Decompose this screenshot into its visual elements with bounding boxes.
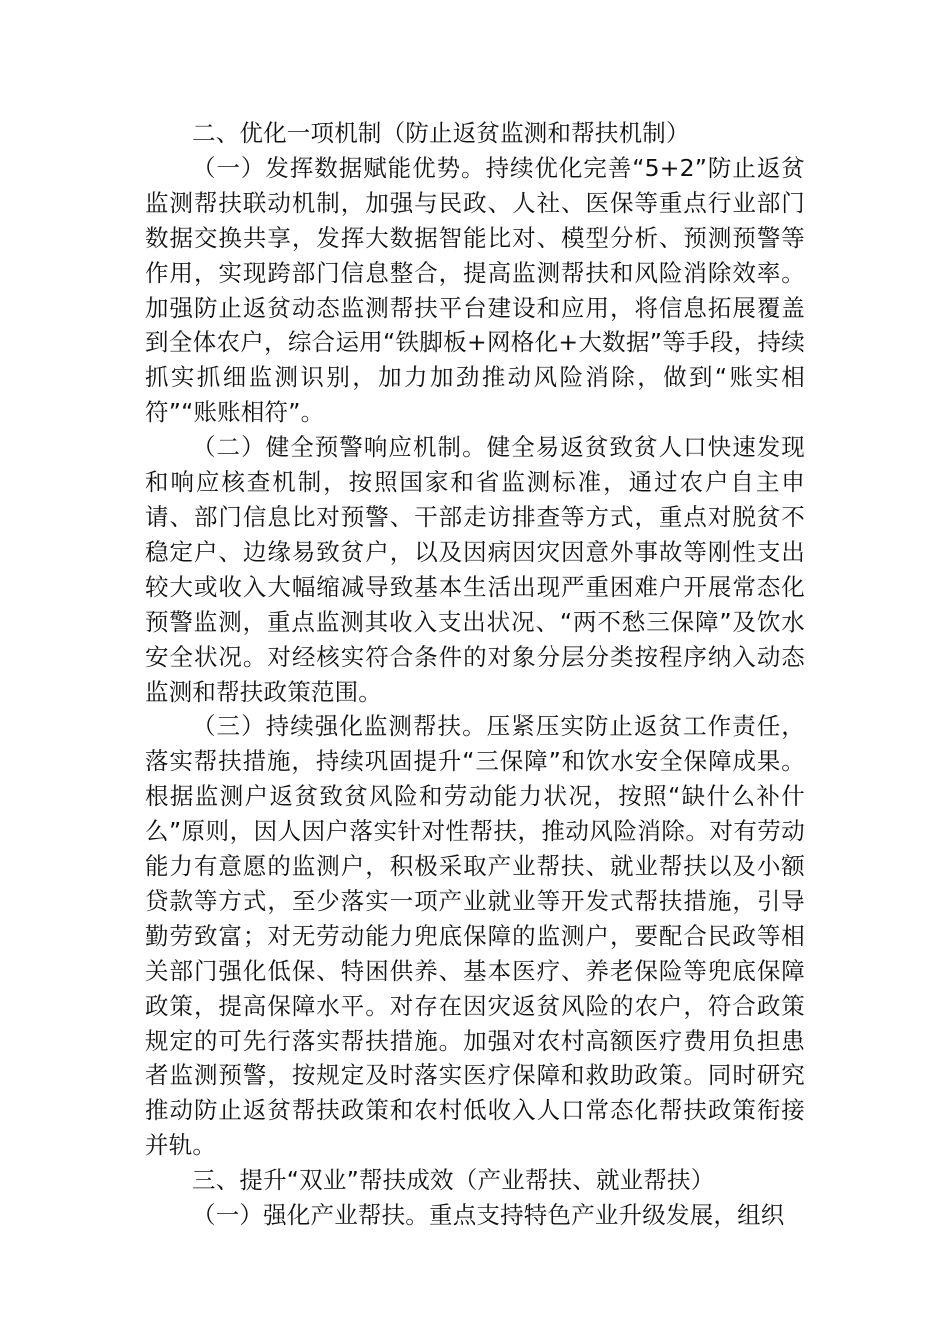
paragraph-data-empowerment	[145, 151, 805, 430]
paragraph-early-warning-title: （二）健全预警响应机制。	[192, 433, 487, 462]
document-body	[145, 116, 805, 1233]
paragraph-monitoring-assistance	[145, 709, 805, 1163]
section-two-heading: 二、优化一项机制（防止返贫监测和帮扶机制）	[192, 119, 690, 147]
paragraph-industry-assistance-body: 重点支持特色产业升级发展，组织	[429, 1201, 785, 1230]
paragraph-data-empowerment-body: 持续优化完善“5+2”防止返贫监测帮扶联动机制，加强与民政、人社、医保等重点行业部门数据交换共享，发挥大数据智能比对、模型分析、预测预警等作用，实现跨部门信息整合，提高监测帮扶和风险消除效率。加强防止返贫动态监测帮扶平台建设和应用，将信息拓展覆盖到全体农户，综合运用“铁脚板+网格化+大数据”等手段，持续抓实抓细监测识别，加力加劲推动风险消除，做到“账实相符”“账账相符”。	[145, 153, 805, 427]
paragraph-early-warning-body: 健全易返贫致贫人口快速发现和响应核查机制，按照国家和省监测标准，通过农户自主申请、部门信息比对预警、干部走访排查等方式，重点对脱贫不稳定户、边缘易致贫户，以及因病因灾因意外事故等刚性支出较大或收入大幅缩减导致基本生活出现严重困难户开展常态化预警监测，重点监测其收入支出状况、“两不愁三保障”及饮水安全状况。对经核实符合条件的对象分层分类按程序纳入动态监测和帮扶政策范围。	[145, 433, 805, 706]
section-three-heading: 三、提升“双业”帮扶成效（产业帮扶、就业帮扶）	[192, 1166, 715, 1195]
paragraph-data-empowerment-title: （一）发挥数据赋能优势。	[192, 153, 486, 182]
paragraph-industry-assistance-title: （一）强化产业帮扶。	[192, 1201, 429, 1230]
paragraph-early-warning	[145, 430, 805, 709]
paragraph-monitoring-assistance-title: （三）持续强化监测帮扶。	[192, 712, 487, 741]
paragraph-industry-assistance	[145, 1198, 805, 1233]
paragraph-monitoring-assistance-body: 压紧压实防止返贫工作责任，落实帮扶措施，持续巩固提升“三保障”和饮水安全保障成果。根据监测户返贫致贫风险和劳动能力状况，按照“缺什么补什么”原则，因人因户落实针对性帮扶，推动风险消除。对有劳动能力有意愿的监测户，积极采取产业帮扶、就业帮扶以及小额贷款等方式，至少落实一项产业就业等开发式帮扶措施，引导勤劳致富；对无劳动能力兜底保障的监测户，要配合民政等相关部门强化低保、特困供养、基本医疗、养老保险等兜底保障政策，提高保障水平。对存在因灾返贫风险的农户，符合政策规定的可先行落实帮扶措施。加强对农村高额医疗费用负担患者监测预警，按规定及时落实医疗保障和救助政策。同时研究推动防止返贫帮扶政策和农村低收入人口常态化帮扶政策衔接并轨。	[145, 712, 805, 1160]
